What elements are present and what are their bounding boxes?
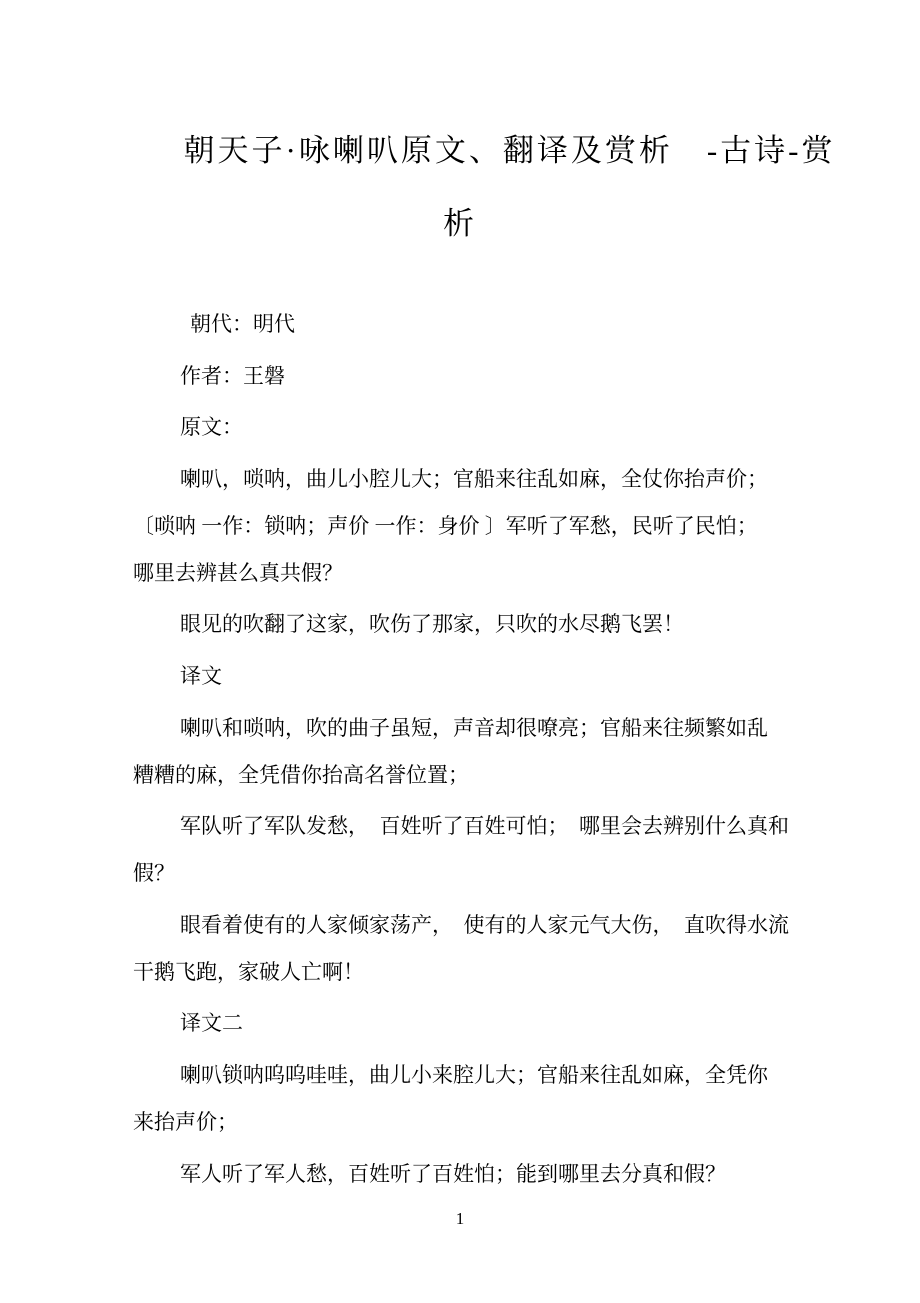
text-line: 来抬声价； [133,1109,238,1134]
paragraph [133,404,847,451]
paragraph [133,1000,847,1047]
paragraph [133,301,847,348]
text-line: 译文二 [180,1011,243,1036]
document-body [133,301,847,1198]
document-title [0,114,920,260]
text-line: 军人听了军人愁，百姓听了百姓怕；能到哪里去分真和假？ [180,1161,726,1186]
paragraph [133,601,847,648]
text-line: 哪里去辨甚么真共假？ [133,560,343,585]
text-line: 〔唢呐 一作：锁呐；声价 一作：身价 〕军听了军愁，民听了民怕； [133,513,758,538]
text-line: 干鹅飞跑，家破人亡啊！ [133,959,364,984]
paragraph [133,653,847,700]
text-line: 糟糟的麻，全凭借你抬高名誉位置； [133,762,469,787]
page-number: 1 [455,1209,465,1228]
paragraph [133,902,847,996]
text-line: 原文： [180,415,243,440]
paragraph [133,456,847,597]
text-line: 军队听了军队发愁， 百姓听了百姓可怕； 哪里会去辨别什么真和 [180,814,789,839]
paragraph [133,1052,847,1146]
text-line: 眼看着使有的人家倾家荡产， 使有的人家元气大伤， 直吹得水流 [180,912,789,937]
text-line: 译文 [180,663,222,688]
text-line: 眼见的吹翻了这家，吹伤了那家，只吹的水尽鹅飞罢！ [180,612,684,637]
paragraph [133,705,847,799]
text-line: 假？ [133,861,175,886]
document-title-line-2: 析 [443,206,477,241]
paragraph [133,803,847,897]
document-title-line-1: 朝天子·咏喇叭原文、翻译及赏析 -古诗-赏 [183,133,836,168]
paragraph [133,353,847,400]
text-line: 喇叭锁呐呜呜哇哇，曲儿小来腔儿大；官船来往乱如麻，全凭你 [180,1062,768,1087]
text-line: 作者：王磐 [180,363,285,388]
text-line: 朝代：明代 [190,312,295,336]
text-line: 喇叭，唢呐，曲儿小腔儿大；官船来往乱如麻，全仗你抬声价； [180,466,768,491]
text-line: 喇叭和唢呐，吹的曲子虽短，声音却很嘹亮；官船来往频繁如乱 [180,715,768,740]
paragraph [133,1151,847,1198]
